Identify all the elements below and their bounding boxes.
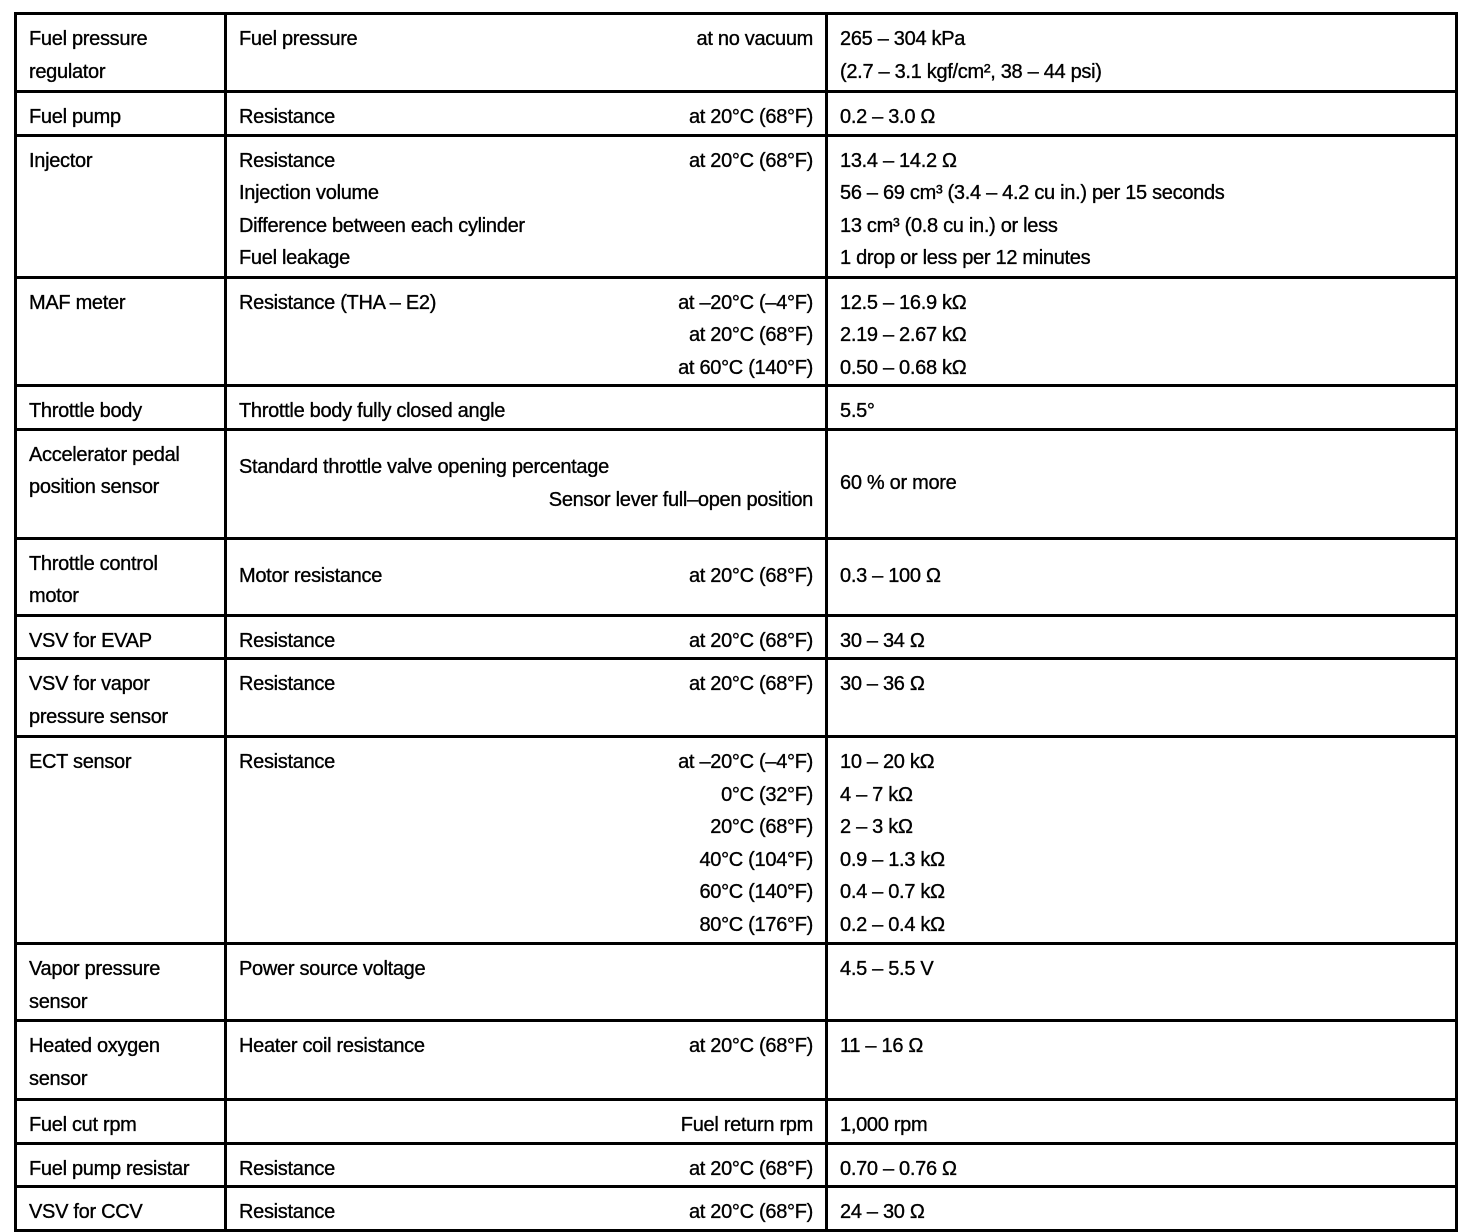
spec-value: 12.5 – 16.9 kΩ bbox=[840, 291, 967, 314]
item-cell bbox=[226, 1187, 827, 1231]
value-cell bbox=[827, 92, 1457, 136]
item-label: Throttle body fully closed angle bbox=[239, 400, 506, 422]
component-name-line: Fuel cut rpm bbox=[29, 1114, 137, 1136]
spec-value: 13 cm³ (0.8 cu in.) or less bbox=[840, 214, 1058, 237]
spec-value: 0.50 – 0.68 kΩ bbox=[840, 356, 967, 379]
item-line bbox=[239, 844, 813, 877]
table-body bbox=[16, 14, 1457, 1231]
table-row bbox=[16, 429, 1457, 538]
spec-value: 30 – 36 Ω bbox=[840, 673, 925, 695]
value-cell bbox=[827, 538, 1457, 615]
spec-value: 5.5° bbox=[840, 400, 875, 422]
spec-value: 0.2 – 3.0 Ω bbox=[840, 106, 936, 128]
item-label: Resistance bbox=[239, 673, 335, 695]
item-line bbox=[239, 23, 813, 56]
spec-value: 1 drop or less per 12 minutes bbox=[840, 247, 1091, 269]
table-row bbox=[16, 1021, 1457, 1100]
value-cell bbox=[827, 1187, 1457, 1231]
spec-value: 24 – 30 Ω bbox=[840, 1201, 925, 1223]
component-name-line: position sensor bbox=[29, 476, 160, 498]
component-cell bbox=[16, 92, 226, 136]
item-condition: at 20°C (68°F) bbox=[688, 1035, 813, 1057]
item-line bbox=[239, 953, 813, 986]
value-cell bbox=[827, 386, 1457, 430]
table-row bbox=[16, 135, 1457, 277]
value-cell bbox=[827, 659, 1457, 737]
item-line bbox=[239, 625, 813, 658]
component-name-line: sensor bbox=[29, 1067, 88, 1090]
component-cell bbox=[16, 14, 226, 92]
item-cell bbox=[226, 659, 827, 737]
component-cell bbox=[16, 135, 226, 277]
component-cell bbox=[16, 386, 226, 430]
item-cell bbox=[226, 1143, 827, 1187]
item-line bbox=[239, 395, 813, 428]
item-cell bbox=[226, 944, 827, 1021]
item-condition: at –20°C (–4°F) bbox=[678, 751, 813, 773]
item-label: Injection volume bbox=[239, 182, 379, 204]
component-cell bbox=[16, 1143, 226, 1187]
value-cell bbox=[827, 615, 1457, 659]
item-condition: Sensor lever full–open position bbox=[548, 488, 813, 511]
component-name-line: Injector bbox=[29, 149, 93, 172]
value-cell bbox=[827, 944, 1457, 1021]
table-row bbox=[16, 1187, 1457, 1231]
spec-value: 2.19 – 2.67 kΩ bbox=[840, 324, 967, 346]
item-label: Difference between each cylinder bbox=[239, 214, 525, 237]
value-cell bbox=[827, 429, 1457, 538]
item-line bbox=[239, 177, 813, 210]
value-cell bbox=[827, 737, 1457, 944]
item-condition: at 20°C (68°F) bbox=[688, 106, 813, 128]
item-label: Resistance bbox=[239, 629, 335, 652]
item-label: Power source voltage bbox=[239, 958, 426, 980]
item-condition: at 20°C (68°F) bbox=[688, 324, 813, 346]
item-condition: 60°C (140°F) bbox=[699, 881, 813, 903]
item-line bbox=[239, 811, 813, 844]
item-line bbox=[239, 145, 813, 178]
component-cell bbox=[16, 429, 226, 538]
item-label: Fuel pressure bbox=[239, 28, 358, 50]
spec-value: 0.3 – 100 Ω bbox=[840, 565, 941, 588]
item-cell bbox=[226, 92, 827, 136]
spec-value: 4 – 7 kΩ bbox=[840, 783, 913, 806]
component-name-line: Vapor pressure bbox=[29, 958, 161, 980]
specifications-table bbox=[14, 12, 1458, 1232]
item-label: Resistance bbox=[239, 751, 335, 773]
item-label: Fuel leakage bbox=[239, 247, 350, 269]
component-name-line: Fuel pressure bbox=[29, 28, 148, 50]
item-label: Resistance bbox=[239, 106, 335, 128]
item-line bbox=[239, 909, 813, 942]
item-cell bbox=[226, 1021, 827, 1100]
table-row bbox=[16, 386, 1457, 430]
item-condition: at 20°C (68°F) bbox=[688, 673, 813, 695]
spec-value: 2 – 3 kΩ bbox=[840, 816, 913, 838]
item-condition: at 20°C (68°F) bbox=[688, 1157, 813, 1180]
item-line bbox=[239, 876, 813, 909]
component-name-line: VSV for CCV bbox=[29, 1201, 143, 1223]
item-line bbox=[239, 287, 813, 320]
value-cell bbox=[827, 1021, 1457, 1100]
value-cell bbox=[827, 135, 1457, 277]
table-row bbox=[16, 277, 1457, 386]
component-name-line: Throttle control bbox=[29, 552, 158, 575]
spec-value: 4.5 – 5.5 V bbox=[840, 958, 934, 980]
item-label: Resistance bbox=[239, 149, 335, 172]
item-line bbox=[239, 484, 813, 517]
table-row bbox=[16, 1100, 1457, 1144]
spec-value: 265 – 304 kPa bbox=[840, 28, 966, 50]
component-name-line: VSV for vapor bbox=[29, 673, 150, 695]
component-name-line: motor bbox=[29, 585, 79, 607]
component-name-line: Heated oxygen bbox=[29, 1035, 160, 1057]
item-condition: at 60°C (140°F) bbox=[678, 356, 813, 379]
item-condition: at no vacuum bbox=[696, 28, 813, 50]
table-row bbox=[16, 14, 1457, 92]
item-label: Motor resistance bbox=[239, 565, 383, 588]
component-name-line: Accelerator pedal bbox=[29, 443, 180, 466]
component-name-line: Fuel pump bbox=[29, 106, 121, 128]
item-cell bbox=[226, 386, 827, 430]
item-cell bbox=[226, 277, 827, 386]
table-row bbox=[16, 615, 1457, 659]
component-name-line: sensor bbox=[29, 990, 88, 1013]
item-label: Heater coil resistance bbox=[239, 1035, 425, 1057]
item-condition: 80°C (176°F) bbox=[699, 913, 813, 936]
item-line bbox=[239, 352, 813, 385]
item-cell bbox=[226, 538, 827, 615]
spec-value: 0.2 – 0.4 kΩ bbox=[840, 913, 945, 936]
component-cell bbox=[16, 615, 226, 659]
item-cell bbox=[226, 429, 827, 538]
spec-value: 56 – 69 cm³ (3.4 – 4.2 cu in.) per 15 seconds bbox=[840, 182, 1225, 204]
component-cell bbox=[16, 1187, 226, 1231]
component-name-line: Throttle body bbox=[29, 400, 142, 422]
item-cell bbox=[226, 615, 827, 659]
spec-value: 11 – 16 Ω bbox=[840, 1035, 924, 1057]
table-row bbox=[16, 538, 1457, 615]
spec-value: 13.4 – 14.2 Ω bbox=[840, 149, 957, 172]
item-line bbox=[239, 1153, 813, 1186]
spec-value: 0.4 – 0.7 kΩ bbox=[840, 881, 945, 903]
item-line bbox=[239, 746, 813, 779]
item-cell bbox=[226, 135, 827, 277]
table-row bbox=[16, 944, 1457, 1021]
component-name-line: pressure sensor bbox=[29, 705, 168, 728]
item-label: Resistance bbox=[239, 1201, 335, 1223]
spec-value: 60 % or more bbox=[840, 472, 957, 495]
component-cell bbox=[16, 1021, 226, 1100]
item-condition: Fuel return rpm bbox=[680, 1114, 813, 1136]
item-line bbox=[239, 101, 813, 134]
component-cell bbox=[16, 1100, 226, 1144]
table-row bbox=[16, 92, 1457, 136]
component-cell bbox=[16, 538, 226, 615]
component-name-line: Fuel pump resistar bbox=[29, 1157, 190, 1180]
table-row bbox=[16, 659, 1457, 737]
component-cell bbox=[16, 659, 226, 737]
item-cell bbox=[226, 737, 827, 944]
value-cell bbox=[827, 277, 1457, 386]
item-line bbox=[239, 668, 813, 701]
spec-value: 0.70 – 0.76 Ω bbox=[840, 1157, 957, 1180]
item-condition: at 20°C (68°F) bbox=[688, 565, 813, 588]
component-name-line: VSV for EVAP bbox=[29, 629, 152, 652]
spec-value: 10 – 20 kΩ bbox=[840, 751, 935, 773]
spec-value: 30 – 34 Ω bbox=[840, 629, 925, 652]
item-line bbox=[239, 210, 813, 243]
item-line bbox=[239, 779, 813, 812]
item-line bbox=[239, 451, 813, 484]
component-cell bbox=[16, 944, 226, 1021]
item-cell bbox=[226, 1100, 827, 1144]
spec-value: 0.9 – 1.3 kΩ bbox=[840, 848, 945, 871]
item-line bbox=[239, 242, 813, 275]
item-condition: 20°C (68°F) bbox=[710, 816, 813, 838]
value-cell bbox=[827, 1100, 1457, 1144]
item-line bbox=[239, 1109, 813, 1142]
component-cell bbox=[16, 277, 226, 386]
spec-value: (2.7 – 3.1 kgf/cm², 38 – 44 psi) bbox=[840, 60, 1102, 83]
item-condition: at 20°C (68°F) bbox=[688, 629, 813, 652]
item-line bbox=[239, 1030, 813, 1063]
value-cell bbox=[827, 14, 1457, 92]
table-row bbox=[16, 737, 1457, 944]
item-condition: at 20°C (68°F) bbox=[688, 1201, 813, 1223]
component-name-line: ECT sensor bbox=[29, 751, 132, 773]
item-line bbox=[239, 560, 813, 593]
spec-value: 1,000 rpm bbox=[840, 1114, 928, 1136]
item-condition: 0°C (32°F) bbox=[721, 783, 813, 806]
item-condition: at –20°C (–4°F) bbox=[678, 291, 813, 314]
table-row bbox=[16, 1143, 1457, 1187]
value-cell bbox=[827, 1143, 1457, 1187]
item-label: Resistance bbox=[239, 1157, 335, 1180]
item-condition: 40°C (104°F) bbox=[699, 848, 813, 871]
component-name-line: MAF meter bbox=[29, 291, 126, 314]
item-label: Standard throttle valve opening percentage bbox=[239, 456, 609, 478]
component-name-line: regulator bbox=[29, 60, 106, 83]
component-cell bbox=[16, 737, 226, 944]
item-label: Resistance (THA – E2) bbox=[239, 291, 437, 314]
item-condition: at 20°C (68°F) bbox=[688, 149, 813, 172]
item-line bbox=[239, 319, 813, 352]
item-line bbox=[239, 1196, 813, 1229]
item-cell bbox=[226, 14, 827, 92]
